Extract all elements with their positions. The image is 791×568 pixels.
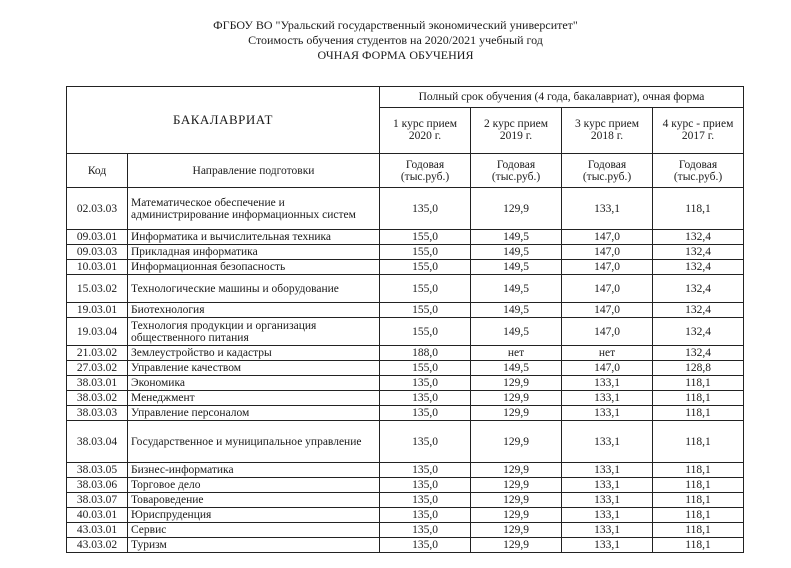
tuition-value: 118,1: [653, 508, 744, 523]
tuition-value: 118,1: [653, 376, 744, 391]
program-direction: Математическое обеспечение и администрирование информационных систем: [128, 188, 380, 230]
program-direction: Информационная безопасность: [128, 260, 380, 275]
program-code: 21.03.02: [67, 346, 128, 361]
tuition-value: 147,0: [562, 361, 653, 376]
table-row: [67, 523, 744, 538]
unit-header: Годовая (тыс.руб.): [653, 154, 744, 188]
table-row: [67, 493, 744, 508]
tuition-value: 118,1: [653, 538, 744, 553]
tuition-value: 132,4: [653, 275, 744, 303]
program-direction: Информатика и вычислительная техника: [128, 230, 380, 245]
program-direction: Сервис: [128, 523, 380, 538]
program-code: 43.03.02: [67, 538, 128, 553]
program-code: 15.03.02: [67, 275, 128, 303]
unit-header: Годовая (тыс.руб.): [562, 154, 653, 188]
table-row: [67, 391, 744, 406]
tuition-value: 129,9: [471, 376, 562, 391]
document-subtitle: Стоимость обучения студентов на 2020/2021 учебный год: [248, 33, 543, 47]
table-row: [67, 538, 744, 553]
program-code: 38.03.04: [67, 421, 128, 463]
tuition-value: 133,1: [562, 421, 653, 463]
tuition-value: 118,1: [653, 188, 744, 230]
program-code: 38.03.02: [67, 391, 128, 406]
course-header: 1 курс прием 2020 г.: [380, 107, 471, 153]
tuition-value: 149,5: [471, 260, 562, 275]
tuition-value: 129,9: [471, 493, 562, 508]
program-direction: Технологические машины и оборудование: [128, 275, 380, 303]
unit-header: Годовая (тыс.руб.): [380, 154, 471, 188]
tuition-value: 149,5: [471, 361, 562, 376]
tuition-value: 155,0: [380, 245, 471, 260]
tuition-value: 149,5: [471, 318, 562, 346]
program-code: 02.03.03: [67, 188, 128, 230]
tuition-value: 135,0: [380, 463, 471, 478]
tuition-value: 129,9: [471, 463, 562, 478]
tuition-value: 133,1: [562, 406, 653, 421]
program-direction: Управление качеством: [128, 361, 380, 376]
tuition-value: 135,0: [380, 421, 471, 463]
tuition-value: 118,1: [653, 478, 744, 493]
tuition-value: 129,9: [471, 523, 562, 538]
program-direction: Экономика: [128, 376, 380, 391]
tuition-value: 133,1: [562, 391, 653, 406]
tuition-value: 133,1: [562, 523, 653, 538]
program-direction: Юриспруденция: [128, 508, 380, 523]
tuition-value: 129,9: [471, 478, 562, 493]
university-title: ФГБОУ ВО "Уральский государственный экономический университет": [213, 18, 578, 32]
tuition-value: 132,4: [653, 346, 744, 361]
program-direction: Туризм: [128, 538, 380, 553]
program-label: БАКАЛАВРИАТ: [67, 87, 380, 154]
tuition-value: 135,0: [380, 391, 471, 406]
tuition-table: [66, 86, 744, 553]
tuition-value: 147,0: [562, 318, 653, 346]
tuition-value: 135,0: [380, 406, 471, 421]
program-direction: Товароведение: [128, 493, 380, 508]
table-row: [67, 275, 744, 303]
tuition-value: 129,9: [471, 421, 562, 463]
tuition-value: 147,0: [562, 260, 653, 275]
program-code: 09.03.03: [67, 245, 128, 260]
study-period-header: Полный срок обучения (4 года, бакалавриат), очная форма: [380, 87, 744, 108]
program-code: 19.03.04: [67, 318, 128, 346]
program-code: 19.03.01: [67, 303, 128, 318]
tuition-value: 135,0: [380, 376, 471, 391]
program-code: 38.03.01: [67, 376, 128, 391]
tuition-value: 155,0: [380, 318, 471, 346]
program-direction: Государственное и муниципальное управление: [128, 421, 380, 463]
program-direction: Менеджмент: [128, 391, 380, 406]
program-code: 43.03.01: [67, 523, 128, 538]
tuition-value: 149,5: [471, 303, 562, 318]
program-code: 09.03.01: [67, 230, 128, 245]
tuition-value: 129,9: [471, 406, 562, 421]
tuition-value: 155,0: [380, 303, 471, 318]
tuition-value: 118,1: [653, 463, 744, 478]
study-form-title: ОЧНАЯ ФОРМА ОБУЧЕНИЯ: [317, 48, 474, 62]
course-header: 3 курс прием 2018 г.: [562, 107, 653, 153]
tuition-value: 129,9: [471, 391, 562, 406]
document-header: [0, 18, 791, 63]
tuition-value: нет: [562, 346, 653, 361]
tuition-value: 133,1: [562, 376, 653, 391]
program-direction: Управление персоналом: [128, 406, 380, 421]
tuition-value: 147,0: [562, 303, 653, 318]
tuition-value: 135,0: [380, 493, 471, 508]
table-row: [67, 406, 744, 421]
table-row: [67, 361, 744, 376]
tuition-value: 135,0: [380, 478, 471, 493]
tuition-value: 118,1: [653, 523, 744, 538]
tuition-value: 132,4: [653, 318, 744, 346]
tuition-value: 133,1: [562, 493, 653, 508]
table-row: [67, 508, 744, 523]
program-direction: Биотехнология: [128, 303, 380, 318]
tuition-value: 149,5: [471, 230, 562, 245]
tuition-value: 149,5: [471, 275, 562, 303]
tuition-value: 155,0: [380, 230, 471, 245]
table-row: [67, 245, 744, 260]
direction-column-header: Направление подготовки: [128, 154, 380, 188]
tuition-value: 147,0: [562, 245, 653, 260]
tuition-value: 128,8: [653, 361, 744, 376]
table-row: [67, 421, 744, 463]
program-code: 38.03.03: [67, 406, 128, 421]
tuition-value: 132,4: [653, 245, 744, 260]
table-row: [67, 303, 744, 318]
program-code: 38.03.07: [67, 493, 128, 508]
tuition-value: 118,1: [653, 421, 744, 463]
tuition-value: 155,0: [380, 275, 471, 303]
program-code: 10.03.01: [67, 260, 128, 275]
tuition-value: 147,0: [562, 230, 653, 245]
tuition-value: 135,0: [380, 508, 471, 523]
table-row: [67, 346, 744, 361]
tuition-value: 133,1: [562, 538, 653, 553]
program-direction: Технология продукции и организация общественного питания: [128, 318, 380, 346]
table-row: [67, 463, 744, 478]
program-direction: Торговое дело: [128, 478, 380, 493]
table-row: [67, 376, 744, 391]
tuition-value: 132,4: [653, 230, 744, 245]
tuition-value: 118,1: [653, 493, 744, 508]
table-row: [67, 318, 744, 346]
program-code: 38.03.05: [67, 463, 128, 478]
program-code: 38.03.06: [67, 478, 128, 493]
tuition-value: 132,4: [653, 303, 744, 318]
tuition-value: 133,1: [562, 188, 653, 230]
program-code: 27.03.02: [67, 361, 128, 376]
table-row: [67, 260, 744, 275]
tuition-value: 155,0: [380, 361, 471, 376]
table-row: [67, 230, 744, 245]
tuition-value: 188,0: [380, 346, 471, 361]
tuition-value: 133,1: [562, 478, 653, 493]
unit-header: Годовая (тыс.руб.): [471, 154, 562, 188]
table-row: [67, 188, 744, 230]
tuition-value: 129,9: [471, 508, 562, 523]
tuition-value: 118,1: [653, 391, 744, 406]
tuition-value: 147,0: [562, 275, 653, 303]
program-code: 40.03.01: [67, 508, 128, 523]
tuition-value: нет: [471, 346, 562, 361]
code-column-header: Код: [67, 154, 128, 188]
program-direction: Землеустройство и кадастры: [128, 346, 380, 361]
tuition-value: 135,0: [380, 523, 471, 538]
course-header: 2 курс прием 2019 г.: [471, 107, 562, 153]
tuition-value: 132,4: [653, 260, 744, 275]
tuition-value: 135,0: [380, 538, 471, 553]
tuition-value: 155,0: [380, 260, 471, 275]
course-header: 4 курс - прием 2017 г.: [653, 107, 744, 153]
tuition-value: 118,1: [653, 406, 744, 421]
tuition-value: 129,9: [471, 188, 562, 230]
tuition-value: 133,1: [562, 508, 653, 523]
table-row: [67, 478, 744, 493]
tuition-value: 129,9: [471, 538, 562, 553]
program-direction: Прикладная информатика: [128, 245, 380, 260]
tuition-value: 135,0: [380, 188, 471, 230]
tuition-value: 149,5: [471, 245, 562, 260]
tuition-value: 133,1: [562, 463, 653, 478]
tuition-table-body: [67, 188, 744, 553]
program-direction: Бизнес-информатика: [128, 463, 380, 478]
